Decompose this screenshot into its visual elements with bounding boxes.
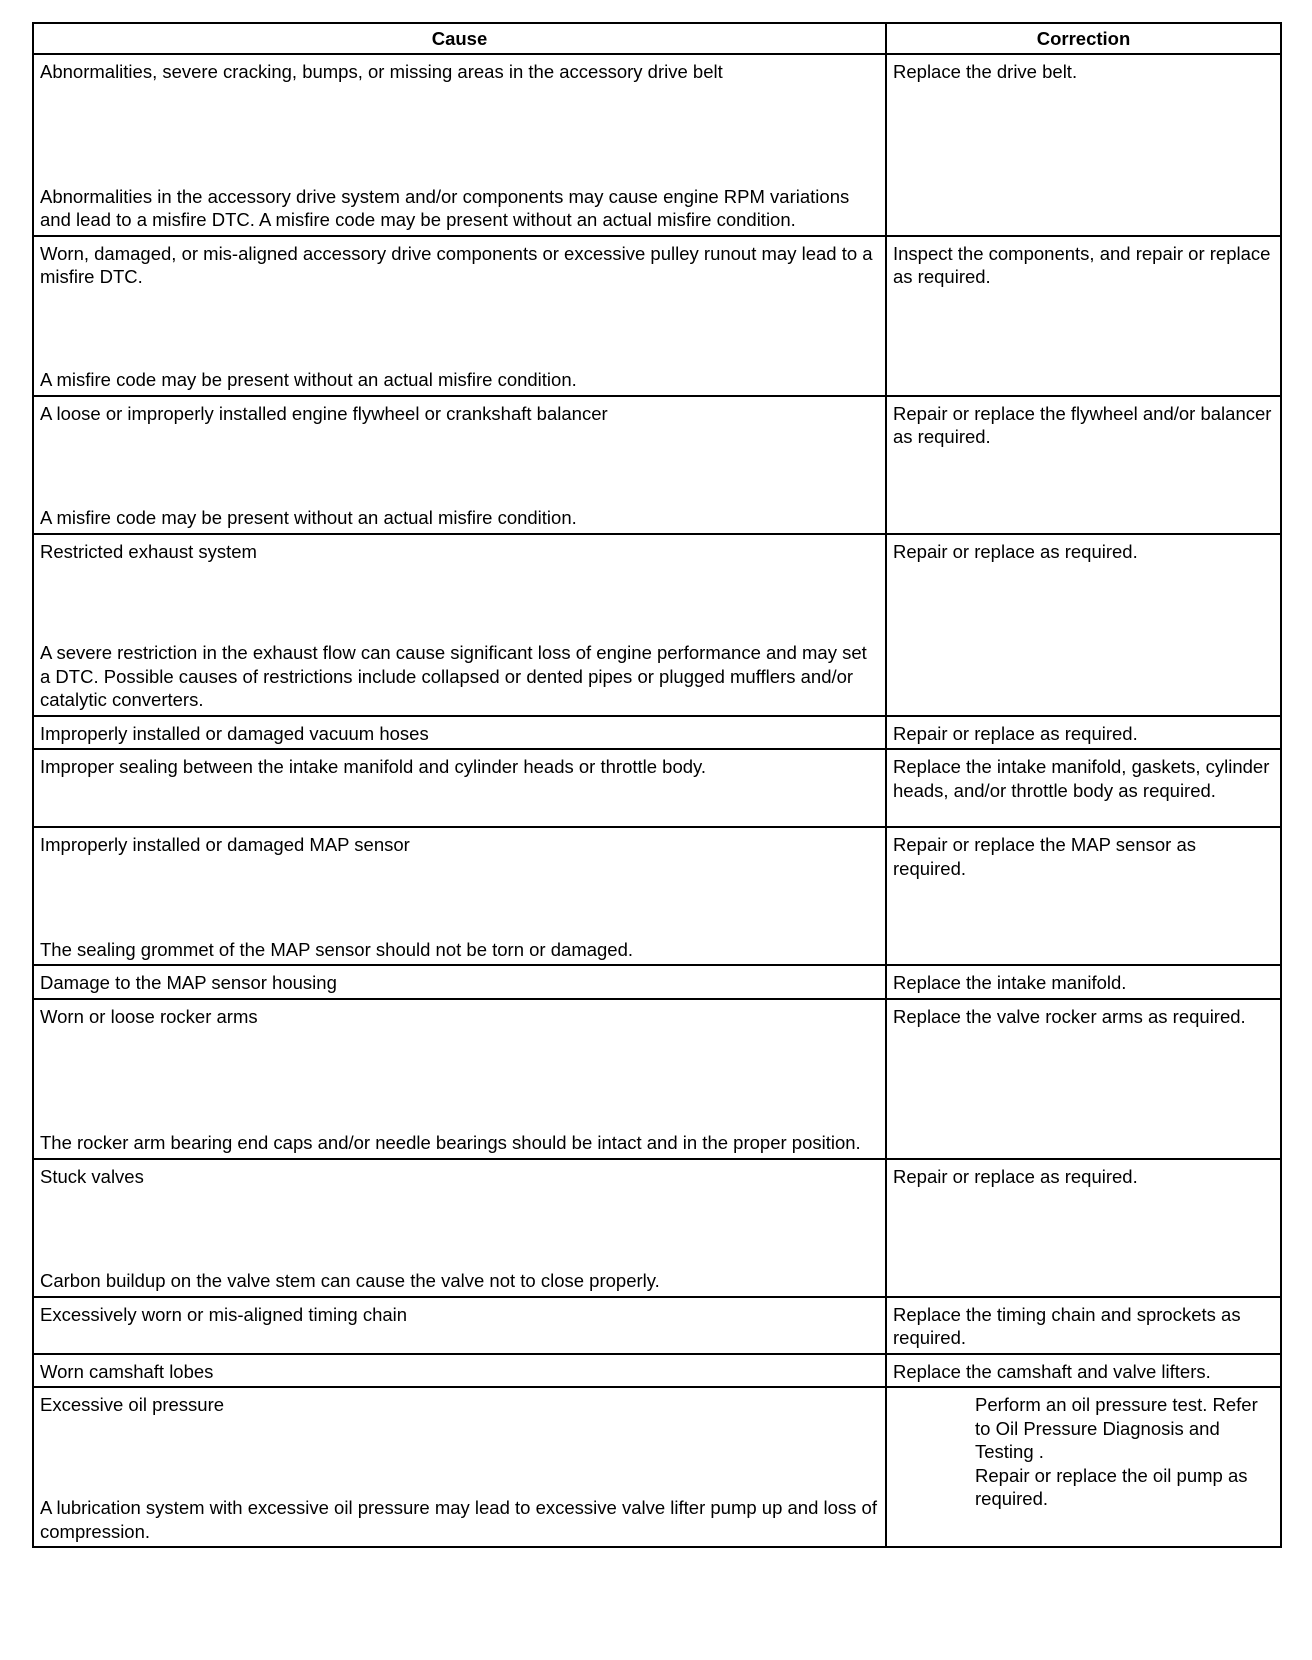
correction-step: Repair or replace the oil pump as required. — [975, 1464, 1248, 1509]
correction-cell: Repair or replace the MAP sensor as required. — [886, 827, 1281, 965]
cause-text: Worn or loose rocker arms — [40, 1005, 258, 1027]
cause-text: Stuck valves — [40, 1165, 144, 1187]
cause-cell — [33, 396, 886, 534]
cause-text: Worn, damaged, or mis-aligned accessory drive components or excessive pulley runout may lead to a misfire DTC. — [40, 242, 873, 287]
table-row — [33, 236, 1281, 396]
cause-cell: Improperly installed or damaged vacuum hoses — [33, 716, 886, 750]
correction-cell: Replace the camshaft and valve lifters. — [886, 1354, 1281, 1388]
cause-cell — [33, 54, 886, 236]
correction-step: Perform an oil pressure test. Refer to Oil Pressure Diagnosis and Testing . — [975, 1394, 1258, 1462]
cause-note: A severe restriction in the exhaust flow can cause significant loss of engine performance and may set a DTC. Possible causes of restrictions include collapsed or dented pipes or plugged mufflers and/or catalytic converters. — [40, 642, 867, 710]
table-row — [33, 827, 1281, 965]
correction-cell: Repair or replace as required. — [886, 716, 1281, 750]
table-row — [33, 1159, 1281, 1297]
cause-text: Restricted exhaust system — [40, 540, 257, 562]
correction-cell: Repair or replace as required. — [886, 534, 1281, 716]
cause-cell — [33, 999, 886, 1159]
table-row — [33, 749, 1281, 827]
cause-cell: Improper sealing between the intake manifold and cylinder heads or throttle body. — [33, 749, 886, 827]
cause-note: A misfire code may be present without an actual misfire condition. — [40, 369, 577, 390]
table-row — [33, 999, 1281, 1159]
table-row — [33, 396, 1281, 534]
table-row — [33, 54, 1281, 236]
cause-note: Abnormalities in the accessory drive system and/or components may cause engine RPM variations and lead to a misfire DTC. A misfire code may be present without an actual misfire condition. — [40, 185, 850, 230]
cause-cell — [33, 1387, 886, 1547]
cause-text: Abnormalities, severe cracking, bumps, or missing areas in the accessory drive belt — [40, 60, 723, 82]
cause-note: The sealing grommet of the MAP sensor should not be torn or damaged. — [40, 938, 634, 960]
correction-steps — [893, 1393, 1274, 1511]
correction-cell — [886, 1387, 1281, 1547]
correction-cell: Repair or replace the flywheel and/or balancer as required. — [886, 396, 1281, 534]
correction-cell: Repair or replace as required. — [886, 1159, 1281, 1297]
cause-note: Carbon buildup on the valve stem can cause the valve not to close properly. — [40, 1270, 660, 1291]
cause-cell — [33, 236, 886, 396]
correction-cell: Replace the intake manifold. — [886, 965, 1281, 999]
cause-cell — [33, 1159, 886, 1297]
cause-note: A misfire code may be present without an actual misfire condition. — [40, 507, 577, 528]
table-row — [33, 1297, 1281, 1354]
table-row — [33, 1387, 1281, 1547]
header-cause: Cause — [33, 23, 886, 54]
cause-cell — [33, 534, 886, 716]
cause-text: Excessive oil pressure — [40, 1394, 225, 1415]
table-row — [33, 1354, 1281, 1388]
correction-cell: Replace the drive belt. — [886, 54, 1281, 236]
cause-text: A loose or improperly installed engine flywheel or crankshaft balancer — [40, 402, 608, 424]
diagnostic-table — [32, 22, 1282, 1548]
cause-cell: Excessively worn or mis-aligned timing chain — [33, 1297, 886, 1354]
table-row — [33, 534, 1281, 716]
cause-cell: Worn camshaft lobes — [33, 1354, 886, 1388]
correction-cell: Inspect the components, and repair or replace as required. — [886, 236, 1281, 396]
header-correction: Correction — [886, 23, 1281, 54]
cause-text: Improperly installed or damaged MAP sensor — [40, 834, 410, 855]
correction-cell: Replace the timing chain and sprockets as required. — [886, 1297, 1281, 1354]
cause-note: The rocker arm bearing end caps and/or needle bearings should be intact and in the proper position. — [40, 1132, 861, 1153]
cause-note: A lubrication system with excessive oil pressure may lead to excessive valve lifter pump up and loss of compression. — [40, 1497, 877, 1542]
correction-cell: Replace the intake manifold, gaskets, cylinder heads, and/or throttle body as required. — [886, 749, 1281, 827]
header-row — [33, 23, 1281, 54]
correction-cell: Replace the valve rocker arms as required. — [886, 999, 1281, 1159]
cause-cell — [33, 827, 886, 965]
table-row — [33, 716, 1281, 750]
cause-cell: Damage to the MAP sensor housing — [33, 965, 886, 999]
table-row — [33, 965, 1281, 999]
